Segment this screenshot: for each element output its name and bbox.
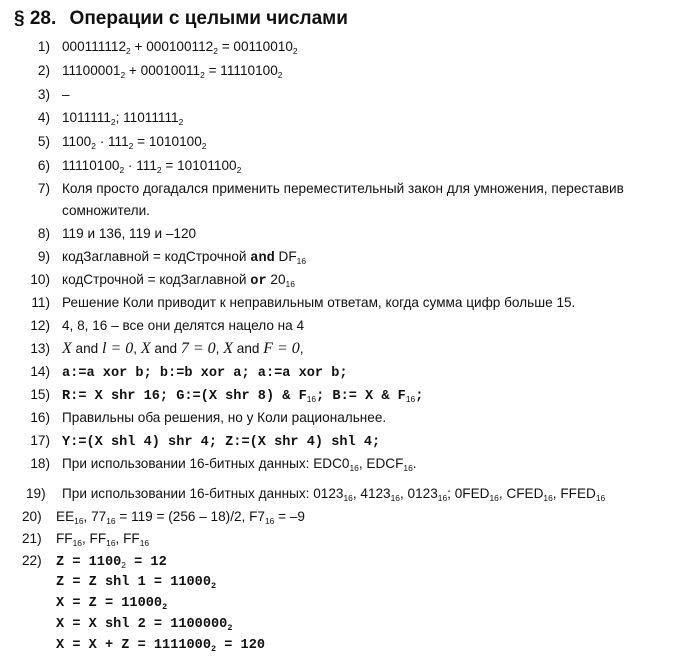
text-run: ; 0FED	[447, 486, 490, 501]
text-run: F = 0	[263, 340, 300, 357]
text-run: · 111	[95, 134, 129, 149]
text-run: = 119 = (256 – 18)/2, F7	[115, 509, 265, 524]
text-run: FF	[56, 531, 73, 546]
text-run: 7 = 0	[180, 340, 216, 357]
text-run: = 00110010	[217, 39, 293, 54]
subscript: 2	[119, 164, 125, 175]
text-run: , FF	[81, 531, 107, 546]
text-run: При использовании 16-битных данных: 0123	[62, 486, 344, 501]
subscript: 16	[296, 255, 307, 266]
document-page: § 28. Операции с целыми числами 1) $000111112_2 + 000100112_2 = 00110010_2$ 2) $11100001_2 + 00010011_2 = 11110100_2$ 3) – 4) $1011111_2$; $11011111_2$ 5) $1100_2 \cdot 111_2 = 1010100_2$ 6) $11110100_2 \cdot 111_2 = 10101100_2$ 7) Коля просто догадался применить переместительный закон для умножения, переставив сомножители. 8) 119 и 136, 119 и –120 9) кодЗаглавной = кодСтрочной and $DF_{16}$ 10) кодСтрочной = кодЗаглавной or $20_{16}$ 11) Решение Коли приводит к неправильным ответам, когда сумма цифр больше 15. 12) 4, 8, 16 – все они делятся нацело на 4 13) X and l = 0, X and 7 = 0, X and F = 0, 14) a:=a xor b; b:=b xor a; a:=a xor b; 15) R:= X shr 16; G:=(X shr 8) & $F_{16}$; B:= X & $F_{16}$; 16) Правильны оба решения, но у Коли рациональнее. 17) Y:=(X shl 4) shr 4; Z:=(X shr 4) shl 4; 18) При использовании 16-битных данных: $EDC0_{16}$, $EDCF_{16}$. 19) При использовании 16-битных данных: $0123_{16}$, $4123_{16}$, $0123_{16}$; $0FED_{16}$, $CFED_{16}$, $FFED_{16}$ 20) $EE_{16}$, $77_{16} = 119 = (256 - 18)/2$, $F7_{16} = -9$ 21) $FF_{16}$, $FF_{16}$, $FF_{16}$ 22) $Z = 1100_2 = 12$ Z = Z shl $1 = 11000_2$ $X = Z = 11000_2$ X = X shl $2 = 1100000_2$ $X = X + Z = 1111000_2 = 120$	[0, 0, 700, 652]
subscript: 2	[178, 116, 184, 127]
text-run: , 0123	[400, 486, 438, 501]
subscript: 2	[201, 140, 207, 151]
text-run: · 111	[124, 158, 157, 173]
text-run: l = 0	[102, 340, 134, 357]
subscript: 16	[405, 393, 416, 404]
subscript: 16	[390, 492, 400, 503]
text-run: Y:=(X shl 4) shr 4; Z:=(X shr 4) shl 4;	[62, 435, 381, 450]
text-run: , 77	[83, 509, 107, 524]
text-run: 4, 8, 16 – все они делятся нацело на 4	[62, 318, 305, 333]
text-run: 20	[266, 272, 286, 287]
text-run: 1011111	[62, 110, 111, 125]
text-run: ; B:= X & F	[316, 389, 406, 404]
text-run: = 120	[216, 638, 266, 653]
subscript: 16	[74, 515, 84, 526]
subscript: 16	[343, 492, 353, 503]
code-line	[56, 572, 216, 594]
subscript: 16	[106, 537, 116, 548]
text-run: R:= X shr 16; G:=(X shr 8) & F	[62, 389, 307, 404]
text-run: При использовании 16-битных данных: EDC0	[62, 456, 350, 471]
subscript: 16	[437, 492, 448, 503]
text-run: a:=a xor b; b:=b xor a; a:=a xor b;	[62, 366, 348, 381]
text-run: кодЗаглавной = кодСтрочной	[62, 249, 251, 264]
subscript: 16	[106, 515, 116, 526]
subscript: 2	[121, 559, 126, 570]
subscript: 2	[156, 164, 162, 175]
subscript: 2	[200, 69, 205, 80]
subscript: 16	[543, 492, 553, 503]
text-run: DF	[274, 249, 297, 264]
text-run: , 4123	[352, 486, 391, 501]
text-run: X = X + Z = 1111000	[56, 638, 211, 653]
section-number: § 28.	[14, 8, 57, 29]
text-run: –	[62, 87, 70, 102]
text-run: 11110100	[62, 158, 120, 173]
subscript: 16	[285, 278, 295, 289]
text-run: = –9	[274, 509, 305, 524]
text-run: ,	[215, 341, 224, 356]
text-run: Z = 1100	[56, 555, 122, 570]
subscript: 16	[306, 393, 317, 404]
text-run: 11100001	[62, 63, 121, 78]
answer-item-continuation: сомножители.	[62, 203, 150, 218]
subscript: 16	[139, 537, 150, 548]
text-run: ;	[415, 389, 424, 404]
text-run: 1100	[62, 134, 92, 149]
text-run: X	[223, 340, 233, 357]
text-run: EE	[56, 509, 75, 524]
text-run: , FFED	[552, 486, 596, 501]
text-run: and	[71, 341, 103, 356]
text-run: Решение Коли приводит к неправильным ответам, когда сумма цифр больше 15.	[62, 295, 576, 310]
text-run: X	[140, 340, 151, 357]
text-run: and	[250, 251, 275, 266]
subscript: 16	[595, 492, 606, 503]
text-run: , EDCF	[358, 456, 404, 471]
subscript: 16	[403, 462, 413, 473]
subscript: 2	[162, 601, 168, 612]
text-run: X	[62, 340, 72, 357]
text-run: Z = Z shl 1 = 11000	[56, 575, 211, 590]
subscript: 2	[110, 116, 116, 127]
subscript: 2	[227, 622, 233, 633]
text-run: , FF	[115, 531, 140, 546]
subscript: 16	[349, 462, 359, 473]
subscript: 2	[211, 580, 217, 591]
section-title: Операции с целыми числами	[69, 8, 348, 29]
subscript: 16	[72, 537, 82, 548]
subscript: 2	[292, 45, 298, 56]
text-run: = 11110100	[204, 63, 278, 78]
text-run: ,	[133, 341, 141, 356]
text-run: ; 11011111	[115, 110, 179, 125]
text-run: or	[250, 274, 267, 289]
subscript: 2	[120, 69, 126, 80]
subscript: 16	[489, 492, 499, 503]
text-run: and	[232, 341, 264, 356]
subscript: 2	[213, 45, 218, 56]
text-run: ,	[299, 341, 304, 356]
text-run: X = X shl 2 = 1100000	[56, 617, 228, 632]
text-run: = 1010100	[133, 134, 202, 149]
text-run: + 00010011	[125, 63, 201, 78]
text-run: 119 и 136, 119 и –120	[62, 226, 197, 241]
code-line	[56, 614, 232, 636]
text-run: X = Z = 11000	[56, 596, 163, 611]
subscript: 2	[91, 140, 96, 151]
text-run: = 10101100	[161, 158, 237, 173]
subscript: 16	[264, 515, 275, 526]
text-run: Коля просто догадался применить переместительный закон для умножения, переставив	[62, 181, 624, 196]
text-run: , CFED	[498, 486, 544, 501]
text-run: кодСтрочной = кодЗаглавной	[62, 272, 251, 287]
subscript: 2	[128, 140, 134, 151]
subscript: 2	[126, 45, 131, 56]
text-run: 000111112	[62, 39, 127, 54]
text-run: Правильны оба решения, но у Коли рациональнее.	[62, 410, 387, 425]
subscript: 2	[236, 164, 242, 175]
code-line	[56, 635, 265, 657]
subscript: 2	[211, 643, 217, 654]
subscript: 2	[277, 69, 283, 80]
section-heading	[14, 8, 348, 30]
text-run: .	[412, 456, 417, 471]
text-run: = 12	[125, 555, 167, 570]
text-run: and	[150, 341, 181, 356]
text-run: + 000100112	[130, 39, 214, 54]
code-line	[56, 593, 167, 615]
